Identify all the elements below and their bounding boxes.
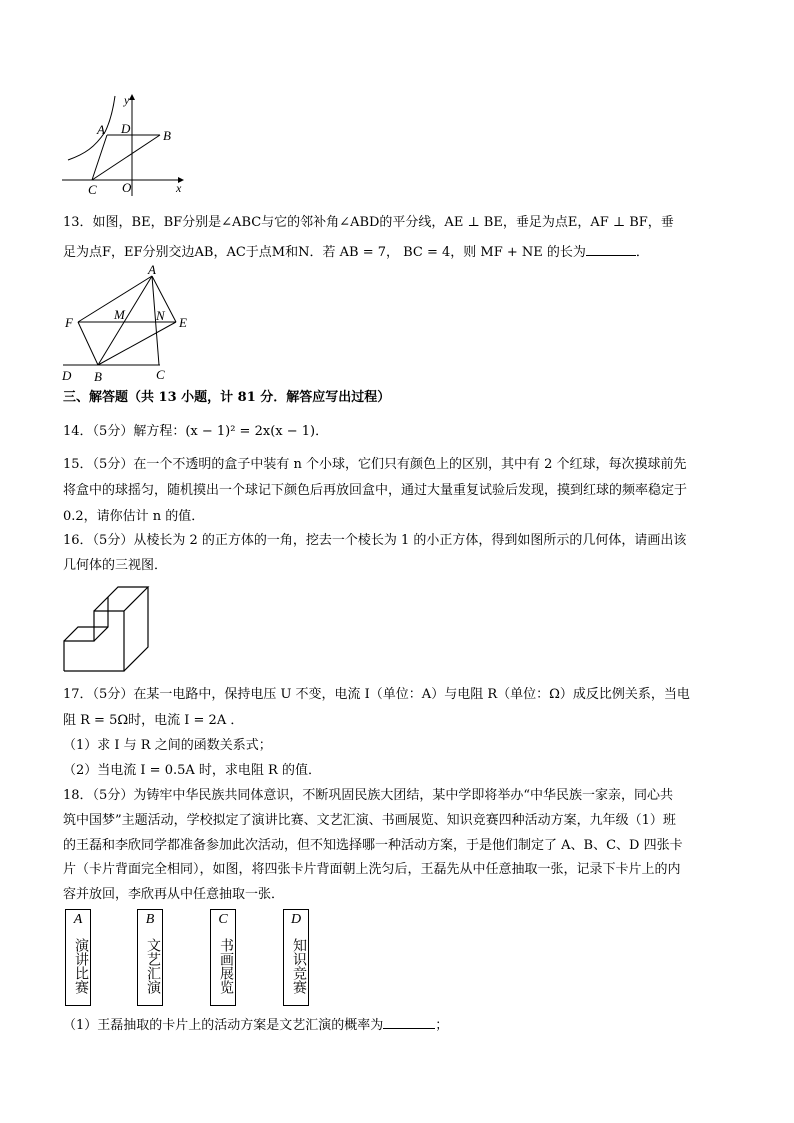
label-O: O	[122, 180, 132, 195]
q13-line2-end: ．	[635, 245, 649, 260]
line-BF	[78, 322, 98, 365]
q18-line2: 筑中国梦”主题活动，学校拟定了演讲比赛、文艺汇演、书画展览、知识竞赛四种活动方案，九年级（1）班	[63, 813, 676, 828]
label-x: x	[176, 181, 182, 195]
label-A: A	[97, 122, 105, 137]
card-a	[65, 909, 91, 1006]
label-B: B	[94, 369, 102, 384]
card-b	[137, 909, 163, 1006]
card-text: 书画展览	[218, 938, 234, 994]
q17-line2: 阻 R = 5Ω时，电流 I = 2A ．	[63, 713, 244, 728]
y-axis-arrow	[129, 94, 135, 100]
card-d	[283, 909, 309, 1006]
q18-sub1-end: ；	[435, 1018, 449, 1033]
card-letter: B	[145, 912, 155, 927]
q16-line2: 几何体的三视图．	[63, 558, 168, 573]
q18-answer-blank[interactable]	[383, 1016, 435, 1029]
card-text: 文艺汇演	[145, 938, 161, 994]
label-A: A	[148, 264, 156, 277]
label-y: y	[124, 93, 130, 107]
q18-line5: 容并放回，李欣再从中任意抽取一张．	[63, 887, 285, 902]
line-AB	[98, 276, 152, 365]
section-3-heading: 三、解答题（共 13 小题，计 81 分．解答应写出过程）	[63, 390, 391, 405]
q17-sub1: （1）求 I 与 R 之间的函数关系式；	[63, 738, 272, 753]
label-M: M	[114, 307, 125, 322]
cube-figure	[62, 585, 154, 675]
q18-line3: 的王磊和李欣同学都准备参加此次活动，但不知选择哪一种活动方案，于是他们制定了 A、B、C、D 四张卡	[63, 838, 683, 853]
q17-sub2: （2）当电流 I = 0.5A 时，求电阻 R 的值．	[63, 763, 321, 778]
geometry-figure	[58, 264, 198, 386]
q18-sub1	[63, 1016, 448, 1035]
card-text: 演讲比赛	[73, 938, 89, 994]
card-c	[210, 909, 236, 1006]
line-BE	[98, 322, 176, 365]
label-N: N	[156, 308, 165, 323]
card-letter: D	[290, 912, 302, 927]
q15-line1: 15．（5分）在一个不透明的盒子中装有 n 个小球，它们只有颜色上的区别，其中有 2 个红球，每次摸球前先	[63, 457, 687, 472]
segment-CA	[92, 135, 107, 180]
q16-line1: 16．（5分）从棱长为 2 的正方体的一角，挖去一个棱长为 1 的小正方体，得到如图所示的几何体，请画出该	[63, 533, 687, 548]
label-F: F	[65, 315, 73, 330]
label-D: D	[121, 121, 131, 136]
q13-answer-blank[interactable]	[586, 243, 636, 256]
q17-line1: 17．（5分）在某一电路中，保持电压 U 不变，电流 I（单位：A）与电阻 R（单位：Ω）成反比例关系，当电	[63, 687, 690, 702]
coordinate-figure	[60, 92, 190, 200]
q18-line4: 片（卡片背面完全相同），如图，将四张卡片背面朝上洗匀后，王磊先从中任意抽取一张，记录下卡片上的内	[63, 862, 681, 877]
q18-line1: 18．（5分）为铸牢中华民族共同体意识，不断巩固民族大团结，某中学即将举办“中华民族一家亲，同心共	[63, 788, 673, 803]
segment-CB	[92, 135, 160, 180]
curve	[68, 96, 115, 160]
card-letter: A	[73, 912, 83, 927]
q13-line1: 13．如图，BE，BF分别是∠ABC与它的邻补角∠ABD的平分线，AE ⊥ BE，垂足为点E，AF ⊥ BF，垂	[63, 215, 674, 230]
q13-line2-text: 足为点F，EF分别交边AB，AC于点M和N．若 AB = 7， BC = 4，则 MF + NE 的长为	[63, 245, 586, 260]
q14: 14．（5分）解方程：(x − 1)² = 2x(x − 1)．	[63, 424, 329, 439]
q15-line2: 将盒中的球摇匀，随机摸出一个球记下颜色后再放回盒中，通过大量重复试验后发现，摸到红球的频率稳定于	[63, 483, 688, 498]
label-D: D	[62, 368, 72, 383]
label-B: B	[163, 128, 171, 143]
q15-line3: 0.2，请你估计 n 的值．	[63, 509, 205, 524]
card-letter: C	[218, 912, 228, 927]
label-E: E	[179, 315, 187, 330]
q13-line2	[63, 243, 649, 262]
q18-sub1-text: （1）王磊抽取的卡片上的活动方案是文艺汇演的概率为	[63, 1018, 384, 1033]
card-text: 知识竞赛	[291, 938, 307, 994]
label-C: C	[88, 182, 97, 197]
label-C: C	[156, 367, 165, 382]
